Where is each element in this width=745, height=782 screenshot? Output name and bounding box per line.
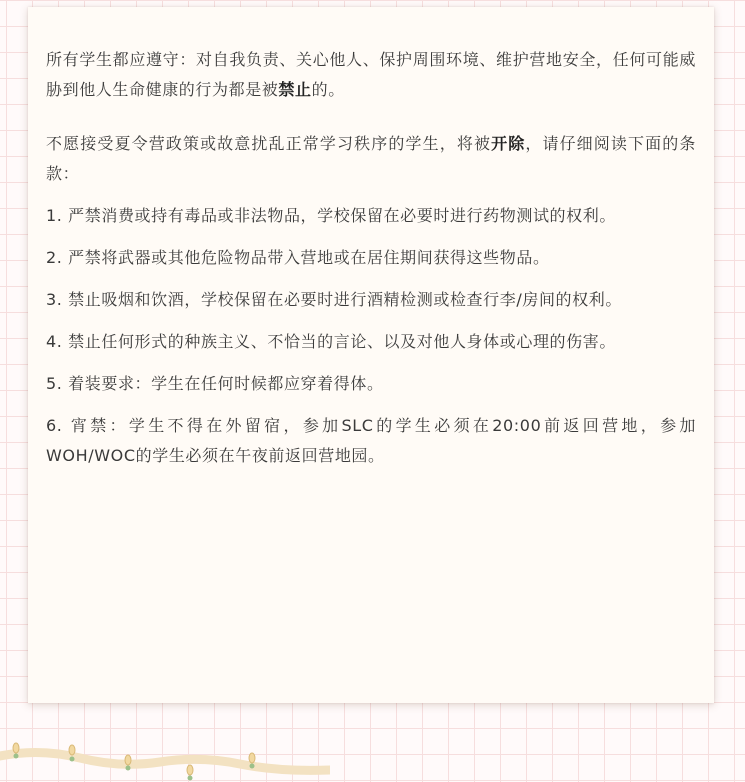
emphasis-forbidden: 禁止 xyxy=(278,80,312,99)
intro-text-1: 所有学生都应遵守：对自我负责、关心他人、保护周围环境、维护营地安全，任何可能威胁到他人生命健康的行为都是被 xyxy=(46,50,696,99)
rule-item-3: 3. 禁止吸烟和饮酒，学校保留在必要时进行酒精检测或检查行李/房间的权利。 xyxy=(46,290,622,309)
emphasis-expel: 开除 xyxy=(491,134,526,153)
intro-paragraph-1 xyxy=(46,45,696,105)
intro-text-2: 不愿接受夏令营政策或故意扰乱正常学习秩序的学生，将被 xyxy=(46,134,492,153)
rule-item-6: 6. 宵禁：学生不得在外留宿，参加SLC的学生必须在20:00前返回营地，参加WOH/WOC的学生必须在午夜前返回营地园。 xyxy=(46,416,696,465)
intro-text-1-end: 的。 xyxy=(311,80,345,99)
intro-paragraph-2 xyxy=(46,129,696,189)
intro-text-2-end: ，请仔细阅读下面的条款： xyxy=(46,134,696,183)
rule-item-5: 5. 着装要求：学生在任何时候都应穿着得体。 xyxy=(46,374,384,393)
rules-card xyxy=(28,7,714,703)
rule-item-2: 2. 严禁将武器或其他危险物品带入营地或在居住期间获得这些物品。 xyxy=(46,248,550,267)
decorative-vine-icon xyxy=(0,740,330,782)
rule-item-1: 1. 严禁消费或持有毒品或非法物品，学校保留在必要时进行药物测试的权利。 xyxy=(46,206,616,225)
rule-item-4: 4. 禁止任何形式的种族主义、不恰当的言论、以及对他人身体或心理的伤害。 xyxy=(46,332,616,351)
